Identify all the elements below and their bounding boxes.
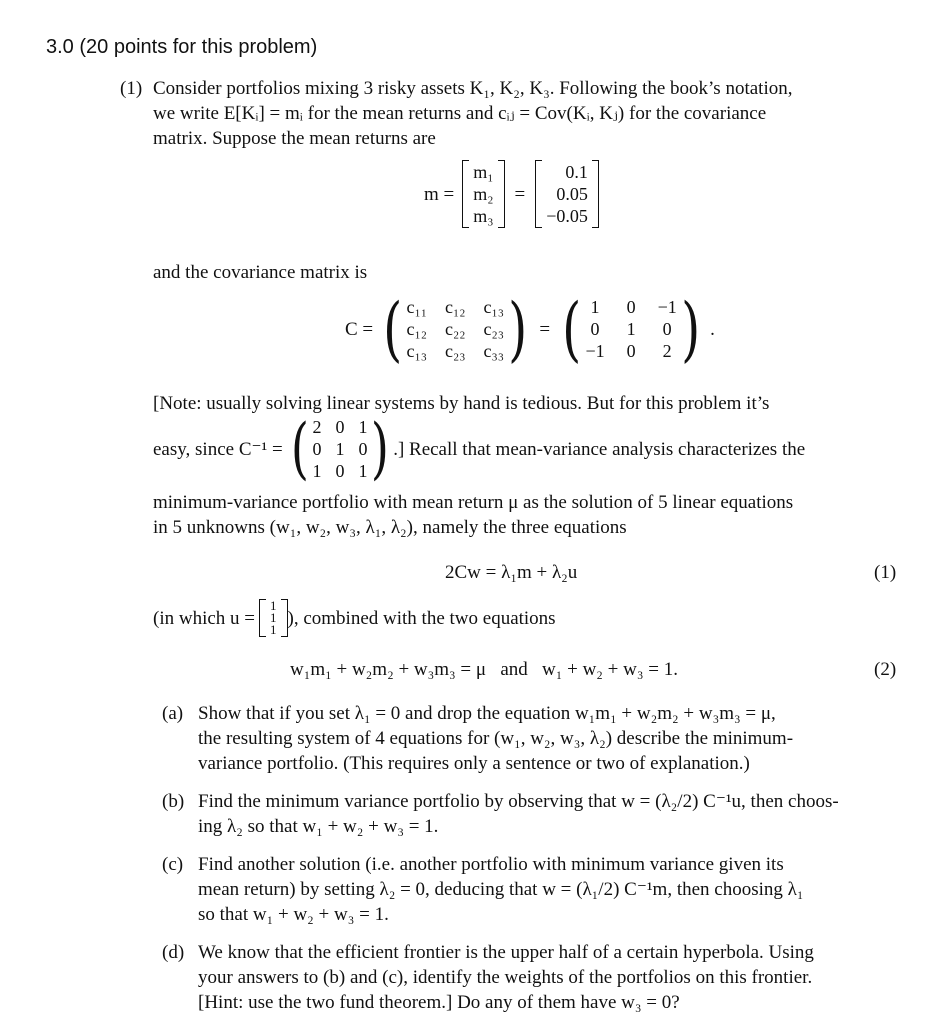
c-value: 1 [626, 319, 636, 339]
c-symbol: c₂₃ [445, 341, 466, 361]
c-symbol: c₃₃ [483, 341, 505, 361]
problem-heading: 3.0 (20 points for this problem) [46, 36, 318, 58]
c-value: −1 [585, 341, 605, 361]
note-easy-text: easy, since C⁻¹ = [153, 438, 283, 460]
cov-intro: and the covariance matrix is [153, 262, 368, 283]
m-label: m = [424, 183, 455, 205]
bracket-right [281, 599, 288, 637]
c-symbol: c₁₃ [483, 297, 505, 317]
note-after-text: .] Recall that mean-variance analysis characterizes the [393, 438, 806, 460]
c-value: 1 [590, 297, 600, 317]
m-symbol: m₂ [473, 184, 494, 204]
cinv-value: 1 [358, 461, 368, 481]
c-symbol: c₁₂ [445, 297, 466, 317]
equals-sign: = [539, 318, 551, 340]
paren-left: ( [383, 288, 403, 370]
paren-right: ) [371, 410, 390, 487]
cinv-value: 2 [312, 417, 322, 437]
item-d-line: [Hint: use the two fund theorem.] Do any of them have w₃ = 0? [198, 992, 680, 1013]
c-value: 2 [662, 341, 672, 361]
paren-right: ) [508, 288, 528, 370]
note-line-2 [153, 410, 806, 487]
item-a-label: (a) [162, 703, 184, 724]
item-d-label: (d) [162, 942, 185, 963]
c-symbol: c₁₃ [406, 341, 427, 361]
c-value: 0 [626, 341, 636, 361]
bracket-left [535, 160, 542, 228]
u-value: 1 [270, 622, 277, 637]
u-prefix: (in which u = [153, 607, 256, 629]
equals-sign: = [514, 183, 526, 205]
c-inverse-grid [312, 416, 367, 482]
paren-left: ( [562, 288, 582, 370]
u-value: 1 [270, 610, 277, 625]
cov-matrix-equation [345, 288, 715, 370]
intro-line-3: matrix. Suppose the mean returns are [153, 128, 436, 149]
c-symbol: c₁₁ [406, 297, 427, 317]
c-symbols-grid [406, 296, 504, 362]
m-symbol: m₁ [473, 162, 494, 182]
c-symbol: c₂₂ [445, 319, 466, 339]
item-a-line: variance portfolio. (This requires only a sentence or two of explanation.) [198, 753, 750, 774]
note-line-3: minimum-variance portfolio with mean return μ as the solution of 5 linear equations [153, 492, 794, 513]
bracket-right [592, 160, 599, 228]
intro-line-1: Consider portfolios mixing 3 risky assets K₁, K₂, K₃. Following the book’s notation, [153, 78, 793, 99]
c-value: −1 [657, 297, 677, 317]
m-values [546, 161, 588, 227]
item-b-label: (b) [162, 791, 185, 812]
cinv-value: 0 [335, 417, 345, 437]
part-label: (1) [120, 78, 143, 99]
item-a-line: Show that if you set λ₁ = 0 and drop the equation w₁m₁ + w₂m₂ + w₃m₃ = μ, [198, 703, 776, 724]
bracket-left [462, 160, 469, 228]
item-d-line: your answers to (b) and (c), identify the weights of the portfolios on this frontier. [198, 967, 813, 988]
paren-right: ) [680, 288, 700, 370]
note-line-4: in 5 unknowns (w₁, w₂, w₃, λ₁, λ₂), namely the three equations [153, 517, 627, 538]
item-a-line: the resulting system of 4 equations for (w₁, w₂, w₃, λ₂) describe the minimum- [198, 728, 794, 749]
m-value: 0.1 [565, 162, 588, 182]
u-vector-line [153, 596, 556, 640]
m-symbols [473, 161, 493, 227]
item-c-label: (c) [162, 854, 184, 875]
m-symbol: m₃ [473, 206, 494, 226]
item-c-line: so that w₁ + w₂ + w₃ = 1. [198, 904, 389, 925]
cinv-value: 1 [358, 417, 368, 437]
u-suffix: ), combined with the two equations [287, 607, 556, 629]
c-symbol: c₂₃ [483, 319, 505, 339]
c-label: C = [345, 318, 374, 340]
cinv-value: 0 [312, 439, 322, 459]
note-line-1: [Note: usually solving linear systems by hand is tedious. But for this problem it’s [153, 393, 770, 414]
cinv-value: 1 [335, 439, 345, 459]
item-d-line: We know that the efficient frontier is the upper half of a certain hyperbola. Using [198, 942, 814, 963]
c-value: 0 [662, 319, 672, 339]
cinv-value: 0 [335, 461, 345, 481]
item-b-line: Find the minimum variance portfolio by observing that w = (λ₂/2) C⁻¹u, then choos- [198, 791, 839, 812]
equation-1-number: (1) [874, 562, 897, 583]
c-value: 0 [590, 319, 600, 339]
equation-2: w₁m₁ + w₂m₂ + w₃m₃ = μ and w₁ + w₂ + w₃ = 1. [290, 659, 678, 680]
cinv-value: 0 [358, 439, 368, 459]
cinv-value: 1 [312, 461, 322, 481]
m-value: −0.05 [546, 206, 588, 226]
item-c-line: Find another solution (i.e. another portfolio with minimum variance given its [198, 854, 784, 875]
intro-line-2: we write E[Kᵢ] = mᵢ for the mean returns and cᵢⱼ = Cov(Kᵢ, Kⱼ) for the covariance [153, 103, 767, 124]
item-b-line: ing λ₂ so that w₁ + w₂ + w₃ = 1. [198, 816, 439, 837]
u-value: 1 [270, 598, 277, 613]
period: . [710, 318, 715, 340]
item-c-line: mean return) by setting λ₂ = 0, deducing that w = (λ₁/2) C⁻¹m, then choosing λ₁ [198, 879, 804, 900]
mean-vector-equation [424, 160, 599, 228]
m-value: 0.05 [556, 184, 588, 204]
paren-left: ( [290, 410, 309, 487]
c-values-grid [585, 296, 676, 362]
u-values [270, 600, 277, 636]
c-symbol: c₁₂ [406, 319, 427, 339]
bracket-left [259, 599, 266, 637]
equation-2-number: (2) [874, 659, 897, 680]
c-value: 0 [626, 297, 636, 317]
bracket-right [498, 160, 505, 228]
equation-1: 2Cw = λ₁m + λ₂u [445, 562, 578, 583]
